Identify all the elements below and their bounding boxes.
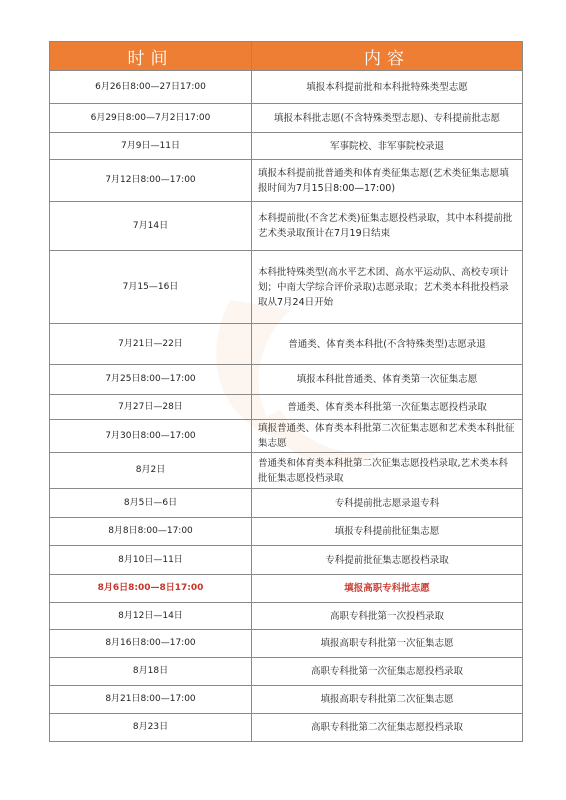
row-date: 8月18日: [50, 658, 252, 686]
table-row: [50, 575, 523, 603]
row-date: 8月6日8:00—8日17:00: [50, 575, 252, 603]
table-body: [50, 71, 523, 742]
row-date: 7月21日—22日: [50, 324, 252, 365]
row-content: 填报高职专科批第二次征集志愿: [320, 694, 454, 705]
table-row: [50, 518, 523, 546]
row-content-cell: [252, 489, 523, 518]
table-row: [50, 489, 523, 518]
row-content: 填报高职专科批第一次征集志愿: [320, 638, 454, 649]
row-content: 填报本科批志愿(不含特殊类型志愿)、专科提前批志愿: [274, 112, 500, 124]
header-time: 时间: [50, 42, 252, 71]
row-content: 普通类、体育类本科批第一次征集志愿投档录取: [287, 401, 487, 413]
row-content: 军事院校、非军事院校录退: [329, 140, 444, 152]
row-content-cell: [252, 714, 523, 742]
row-content-cell: [252, 324, 523, 365]
row-content: 填报本科提前批普通类和体育类征集志愿(艺术类征集志愿填报时间为7月15日8:00—17:00): [258, 167, 509, 194]
row-date: 7月12日8:00—17:00: [50, 160, 252, 202]
schedule-sheet: [49, 41, 522, 742]
row-content-cell: [252, 71, 523, 104]
table-row: [50, 160, 523, 202]
row-content: 填报本科提前批和本科批特殊类型志愿: [306, 81, 468, 93]
row-date: 6月26日8:00—27日17:00: [50, 71, 252, 104]
row-date: 8月10日—11日: [50, 546, 252, 575]
table-row: [50, 324, 523, 365]
table-row: [50, 395, 523, 420]
row-content: 专科提前批征集志愿投档录取: [325, 554, 449, 566]
table-row: [50, 603, 523, 630]
row-date: 8月16日8:00—17:00: [50, 630, 252, 658]
row-content: 填报高职专科批志愿: [344, 583, 430, 594]
row-content: 普通类、体育类本科批(不含特殊类型)志愿录退: [288, 338, 486, 350]
row-content-cell: [252, 420, 523, 453]
row-content: 本科提前批(不含艺术类)征集志愿投档录取，其中本科提前批艺术类录取预计在7月19日结束: [258, 213, 513, 239]
table-row: [50, 420, 523, 453]
table-header-row: [50, 42, 523, 71]
row-content-cell: [252, 575, 523, 603]
row-content: 本科批特殊类型(高水平艺术团、高水平运动队、高校专项计划；中南大学综合评价录取)志愿录取；艺术类本科批投档录取从7月24日开始: [258, 266, 509, 308]
row-content-cell: [252, 603, 523, 630]
table-row: [50, 251, 523, 324]
table-row: [50, 658, 523, 686]
row-content-cell: [252, 104, 523, 133]
row-content-cell: [252, 686, 523, 714]
row-content-cell: [252, 251, 523, 324]
row-content-cell: [252, 453, 523, 489]
row-date: 7月30日8:00—17:00: [50, 420, 252, 453]
table-row: [50, 453, 523, 489]
table-row: [50, 71, 523, 104]
row-content: 填报本科批普通类、体育类第一次征集志愿: [296, 374, 478, 385]
row-content: 填报普通类、体育类本科批第二次征集志愿和艺术类本科批征集志愿: [258, 423, 515, 449]
row-content-cell: [252, 133, 523, 160]
table-row: [50, 202, 523, 251]
row-content: 高职专科批第二次征集志愿投档录取: [310, 722, 463, 733]
row-date: 8月21日8:00—17:00: [50, 686, 252, 714]
row-content: 高职专科批第一次征集志愿投档录取: [310, 666, 463, 677]
table-row: [50, 714, 523, 742]
row-date: 8月8日8:00—17:00: [50, 518, 252, 546]
table-row: [50, 104, 523, 133]
row-content: 填报专科提前批征集志愿: [334, 526, 440, 537]
row-date: 7月14日: [50, 202, 252, 251]
row-date: 6月29日8:00—7月2日17:00: [50, 104, 252, 133]
table-row: [50, 365, 523, 395]
row-content-cell: [252, 202, 523, 251]
row-content-cell: [252, 365, 523, 395]
table-row: [50, 630, 523, 658]
table-row: [50, 686, 523, 714]
row-date: 7月27日—28日: [50, 395, 252, 420]
row-date: 8月2日: [50, 453, 252, 489]
table-row: [50, 546, 523, 575]
row-content-cell: [252, 630, 523, 658]
row-date: 8月5日—6日: [50, 489, 252, 518]
row-date: 7月9日—11日: [50, 133, 252, 160]
admission-schedule-table: [49, 41, 523, 742]
row-date: 8月12日—14日: [50, 603, 252, 630]
row-content: 普通类和体育类本科批第二次征集志愿投档录取,艺术类本科批征集志愿投档录取: [258, 457, 509, 484]
row-content-cell: [252, 546, 523, 575]
row-content: 专科提前批志愿录退专科: [334, 497, 440, 509]
header-content: 内容: [252, 42, 523, 71]
row-content-cell: [252, 658, 523, 686]
row-date: 7月15—16日: [50, 251, 252, 324]
row-date: 7月25日8:00—17:00: [50, 365, 252, 395]
row-content-cell: [252, 518, 523, 546]
row-content-cell: [252, 395, 523, 420]
row-content-cell: [252, 160, 523, 202]
row-content: 高职专科批第一次投档录取: [329, 610, 444, 622]
row-date: 8月23日: [50, 714, 252, 742]
table-row: [50, 133, 523, 160]
